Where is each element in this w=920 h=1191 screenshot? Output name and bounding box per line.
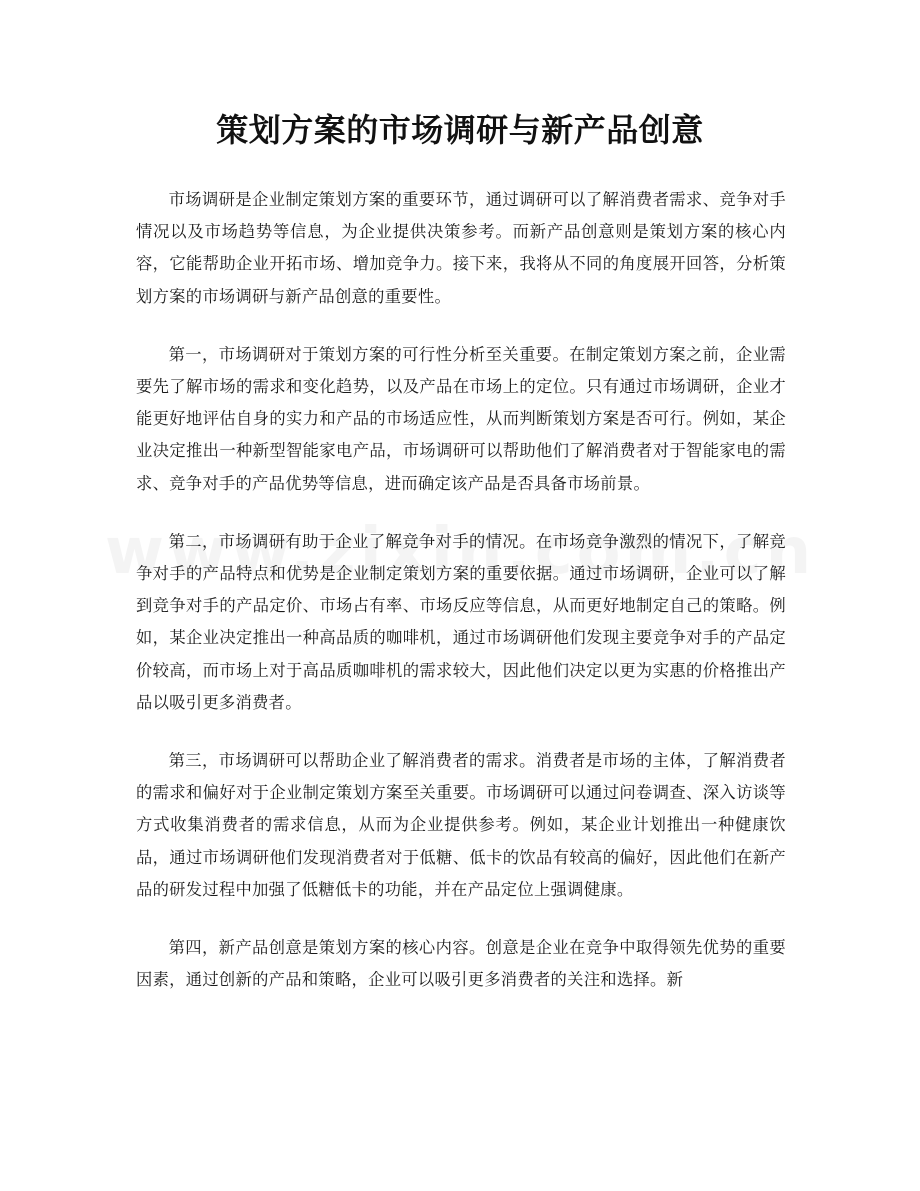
- paragraph-third: 第三，市场调研可以帮助企业了解消费者的需求。消费者是市场的主体，了解消费者的需求和偏好对于企业制定策划方案至关重要。市场调研可以通过问卷调查、深入访谈等方式收集消费者的需求信息，从而为企业提供参考。例如，某企业计划推出一种健康饮品，通过市场调研他们发现消费者对于低糖、低卡的饮品有较高的偏好，因此他们在新产品的研发过程中加强了低糖低卡的功能，并在产品定位上强调健康。: [136, 751, 786, 899]
- paragraph-fourth: 第四，新产品创意是策划方案的核心内容。创意是企业在竞争中取得领先优势的重要因素，通过创新的产品和策略，企业可以吸引更多消费者的关注和选择。新: [136, 938, 786, 990]
- document-title: 策划方案的市场调研与新产品创意: [216, 111, 704, 149]
- paragraph-intro: 市场调研是企业制定策划方案的重要环节，通过调研可以了解消费者需求、竞争对手情况以及市场趋势等信息，为企业提供决策参考。而新产品创意则是策划方案的核心内容，它能帮助企业开拓市场、增加竞争力。接下来，我将从不同的角度展开回答，分析策划方案的市场调研与新产品创意的重要性。: [136, 190, 786, 306]
- document-body: [136, 184, 786, 1022]
- paragraph-second: 第二，市场调研有助于企业了解竞争对手的情况。在市场竞争激烈的情况下，了解竞争对手的产品特点和优势是企业制定策划方案的重要依据。通过市场调研，企业可以了解到竞争对手的产品定价、市场占有率、市场反应等信息，从而更好地制定自己的策略。例如，某企业决定推出一种高品质的咖啡机，通过市场调研他们发现主要竞争对手的产品定价较高，而市场上对于高品质咖啡机的需求较大，因此他们决定以更为实惠的价格推出产品以吸引更多消费者。: [136, 531, 786, 712]
- paragraph-first: 第一，市场调研对于策划方案的可行性分析至关重要。在制定策划方案之前，企业需要先了解市场的需求和变化趋势，以及产品在市场上的定位。只有通过市场调研，企业才能更好地评估自身的实力和产品的市场适应性，从而判断策划方案是否可行。例如，某企业决定推出一种新型智能家电产品，市场调研可以帮助他们了解消费者对于智能家电的需求、竞争对手的产品优势等信息，进而确定该产品是否具备市场前景。: [136, 344, 786, 493]
